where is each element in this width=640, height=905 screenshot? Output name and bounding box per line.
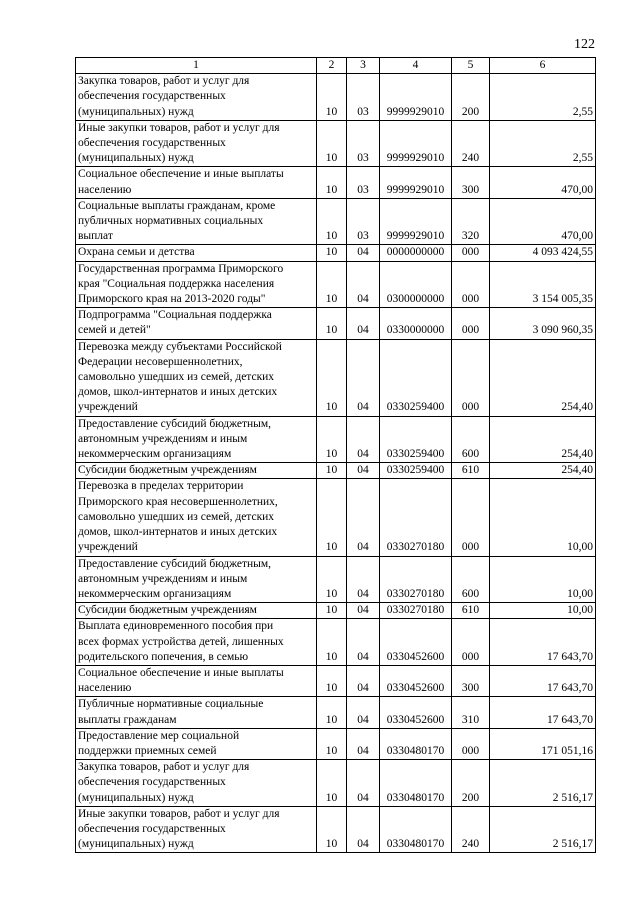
amount-cell: 10,00 xyxy=(490,603,596,619)
expense-type-cell: 200 xyxy=(452,74,490,121)
expense-type-cell: 000 xyxy=(452,619,490,666)
row-name-line: всех формах устройства детей, лишенных xyxy=(78,635,284,648)
amount-cell: 4 093 424,55 xyxy=(490,245,596,261)
table-body xyxy=(76,74,596,853)
table-row xyxy=(76,120,596,167)
subsection-code-cell: 04 xyxy=(347,261,380,308)
target-article-cell: 0330000000 xyxy=(380,308,452,339)
row-name-line: поддержки приемных семей xyxy=(78,744,217,757)
amount-cell: 10,00 xyxy=(490,479,596,556)
row-name-line: домов, школ-интернатов и иных детских xyxy=(78,526,278,539)
subsection-code-cell: 04 xyxy=(347,619,380,666)
row-name-line: Социальные выплаты гражданам, кроме xyxy=(78,199,276,212)
row-name-line: Социальное обеспечение и иные выплаты xyxy=(78,168,284,181)
row-name-cell xyxy=(76,74,317,121)
row-name-line: некоммерческим организациям xyxy=(78,587,232,600)
row-name-line: самовольно ушедших из семей, детских xyxy=(78,371,275,384)
row-name-line: населению xyxy=(78,682,132,695)
header-cell: 4 xyxy=(380,58,452,74)
subsection-code-cell: 04 xyxy=(347,556,380,603)
row-name-line: учреждений xyxy=(78,541,138,554)
amount-cell: 254,40 xyxy=(490,339,596,416)
target-article-cell: 0330452600 xyxy=(380,665,452,696)
section-code-cell: 10 xyxy=(317,120,347,167)
subsection-code-cell: 04 xyxy=(347,479,380,556)
row-name-line: Закупка товаров, работ и услуг для xyxy=(78,75,250,88)
expense-type-cell: 000 xyxy=(452,308,490,339)
expense-type-cell: 600 xyxy=(452,416,490,463)
row-name-line: выплаты гражданам xyxy=(78,713,177,726)
expense-type-cell: 300 xyxy=(452,167,490,198)
amount-cell: 2,55 xyxy=(490,74,596,121)
row-name-line: (муниципальных) нужд xyxy=(78,152,194,165)
row-name-line: Предоставление субсидий бюджетным, xyxy=(78,417,272,430)
section-code-cell: 10 xyxy=(317,245,347,261)
amount-cell: 10,00 xyxy=(490,556,596,603)
section-code-cell: 10 xyxy=(317,74,347,121)
row-name-cell xyxy=(76,416,317,463)
section-code-cell: 10 xyxy=(317,479,347,556)
row-name-line: родительского попечения, в семью xyxy=(78,650,249,663)
row-name-cell xyxy=(76,665,317,696)
subsection-code-cell: 04 xyxy=(347,697,380,728)
target-article-cell: 0330270180 xyxy=(380,603,452,619)
expense-type-cell: 600 xyxy=(452,556,490,603)
row-name-line: Перевозка между субъектами Российской xyxy=(78,340,282,353)
table-row xyxy=(76,245,596,261)
target-article-cell: 0330259400 xyxy=(380,463,452,479)
target-article-cell: 9999929010 xyxy=(380,74,452,121)
row-name-line: выплат xyxy=(78,230,113,243)
row-name-line: Социальное обеспечение и иные выплаты xyxy=(78,666,284,679)
expense-type-cell: 240 xyxy=(452,806,490,853)
row-name-line: Предоставление субсидий бюджетным, xyxy=(78,557,272,570)
section-code-cell: 10 xyxy=(317,339,347,416)
header-cell: 1 xyxy=(76,58,317,74)
table-row xyxy=(76,167,596,198)
row-name-line: (муниципальных) нужд xyxy=(78,791,194,804)
row-name-line: обеспечения государственных xyxy=(78,822,226,835)
amount-cell: 17 643,70 xyxy=(490,697,596,728)
expense-type-cell: 610 xyxy=(452,603,490,619)
section-code-cell: 10 xyxy=(317,619,347,666)
expense-type-cell: 000 xyxy=(452,479,490,556)
section-code-cell: 10 xyxy=(317,806,347,853)
header-cell: 5 xyxy=(452,58,490,74)
section-code-cell: 10 xyxy=(317,728,347,759)
row-name-line: Закупка товаров, работ и услуг для xyxy=(78,761,250,774)
target-article-cell: 0330480170 xyxy=(380,728,452,759)
amount-cell: 17 643,70 xyxy=(490,665,596,696)
table-row xyxy=(76,308,596,339)
row-name-line: семей и детей" xyxy=(78,324,151,337)
row-name-line: учреждений xyxy=(78,401,138,414)
header-cell: 6 xyxy=(490,58,596,74)
amount-cell: 254,40 xyxy=(490,416,596,463)
subsection-code-cell: 04 xyxy=(347,603,380,619)
row-name-line: Иные закупки товаров, работ и услуг для xyxy=(78,807,280,820)
table-row xyxy=(76,760,596,807)
target-article-cell: 0000000000 xyxy=(380,245,452,261)
row-name-line: Выплата единовременного пособия при xyxy=(78,620,274,633)
row-name-line: домов, школ-интернатов и иных детских xyxy=(78,386,278,399)
amount-cell: 254,40 xyxy=(490,463,596,479)
header-cell: 2 xyxy=(317,58,347,74)
target-article-cell: 0330480170 xyxy=(380,760,452,807)
expense-type-cell: 310 xyxy=(452,697,490,728)
subsection-code-cell: 04 xyxy=(347,245,380,261)
section-code-cell: 10 xyxy=(317,463,347,479)
table-row xyxy=(76,261,596,308)
amount-cell: 470,00 xyxy=(490,167,596,198)
row-name-line: Субсидии бюджетным учреждениям xyxy=(78,464,257,477)
section-code-cell: 10 xyxy=(317,261,347,308)
row-name-line: Приморского края на 2013-2020 годы" xyxy=(78,293,266,306)
row-name-cell xyxy=(76,728,317,759)
row-name-line: Субсидии бюджетным учреждениям xyxy=(78,604,257,617)
amount-cell: 3 090 960,35 xyxy=(490,308,596,339)
row-name-line: некоммерческим организациям xyxy=(78,448,232,461)
row-name-line: Федерации несовершеннолетних, xyxy=(78,355,243,368)
row-name-cell xyxy=(76,619,317,666)
page-number: 122 xyxy=(574,37,595,52)
row-name-cell xyxy=(76,556,317,603)
row-name-line: Иные закупки товаров, работ и услуг для xyxy=(78,121,280,134)
row-name-cell xyxy=(76,261,317,308)
row-name-line: (муниципальных) нужд xyxy=(78,838,194,851)
section-code-cell: 10 xyxy=(317,308,347,339)
row-name-cell xyxy=(76,697,317,728)
target-article-cell: 0330480170 xyxy=(380,806,452,853)
table-row xyxy=(76,463,596,479)
amount-cell: 3 154 005,35 xyxy=(490,261,596,308)
expense-type-cell: 610 xyxy=(452,463,490,479)
row-name-line: края "Социальная поддержка населения xyxy=(78,277,275,290)
section-code-cell: 10 xyxy=(317,416,347,463)
row-name-cell xyxy=(76,198,317,245)
section-code-cell: 10 xyxy=(317,556,347,603)
target-article-cell: 0330270180 xyxy=(380,479,452,556)
expense-type-cell: 000 xyxy=(452,245,490,261)
target-article-cell: 0300000000 xyxy=(380,261,452,308)
amount-cell: 171 051,16 xyxy=(490,728,596,759)
row-name-line: Подпрограмма "Социальная поддержка xyxy=(78,309,272,322)
row-name-cell xyxy=(76,308,317,339)
target-article-cell: 0330259400 xyxy=(380,339,452,416)
subsection-code-cell: 03 xyxy=(347,120,380,167)
table-row xyxy=(76,556,596,603)
table-row xyxy=(76,728,596,759)
subsection-code-cell: 03 xyxy=(347,167,380,198)
row-name-cell xyxy=(76,167,317,198)
expense-type-cell: 320 xyxy=(452,198,490,245)
subsection-code-cell: 04 xyxy=(347,463,380,479)
row-name-cell xyxy=(76,339,317,416)
section-code-cell: 10 xyxy=(317,167,347,198)
header-cell: 3 xyxy=(347,58,380,74)
row-name-line: населению xyxy=(78,183,132,196)
row-name-line: обеспечения государственных xyxy=(78,776,226,789)
row-name-cell xyxy=(76,463,317,479)
expense-type-cell: 000 xyxy=(452,261,490,308)
table-row xyxy=(76,198,596,245)
expense-type-cell: 300 xyxy=(452,665,490,696)
subsection-code-cell: 04 xyxy=(347,416,380,463)
table-row xyxy=(76,479,596,556)
row-name-line: Перевозка в пределах территории xyxy=(78,480,244,493)
row-name-line: Публичные нормативные социальные xyxy=(78,698,264,711)
row-name-line: Приморского края несовершеннолетних, xyxy=(78,495,278,508)
amount-cell: 2 516,17 xyxy=(490,760,596,807)
subsection-code-cell: 04 xyxy=(347,665,380,696)
amount-cell: 2,55 xyxy=(490,120,596,167)
target-article-cell: 0330452600 xyxy=(380,697,452,728)
row-name-line: автономным учреждениям и иным xyxy=(78,572,248,585)
expense-type-cell: 200 xyxy=(452,760,490,807)
row-name-cell xyxy=(76,603,317,619)
subsection-code-cell: 04 xyxy=(347,308,380,339)
expense-type-cell: 240 xyxy=(452,120,490,167)
amount-cell: 470,00 xyxy=(490,198,596,245)
row-name-line: Предоставление мер социальной xyxy=(78,729,240,742)
budget-table xyxy=(75,57,596,853)
section-code-cell: 10 xyxy=(317,665,347,696)
section-code-cell: 10 xyxy=(317,760,347,807)
row-name-line: Охрана семьи и детства xyxy=(78,246,195,259)
row-name-line: автономным учреждениям и иным xyxy=(78,432,248,445)
table-row xyxy=(76,603,596,619)
subsection-code-cell: 04 xyxy=(347,339,380,416)
expense-type-cell: 000 xyxy=(452,339,490,416)
row-name-cell xyxy=(76,245,317,261)
section-code-cell: 10 xyxy=(317,603,347,619)
subsection-code-cell: 03 xyxy=(347,74,380,121)
subsection-code-cell: 04 xyxy=(347,728,380,759)
table-row xyxy=(76,416,596,463)
target-article-cell: 0330270180 xyxy=(380,556,452,603)
table-row xyxy=(76,339,596,416)
section-code-cell: 10 xyxy=(317,697,347,728)
row-name-line: обеспечения государственных xyxy=(78,137,226,150)
amount-cell: 17 643,70 xyxy=(490,619,596,666)
target-article-cell: 0330259400 xyxy=(380,416,452,463)
row-name-line: публичных нормативных социальных xyxy=(78,215,264,228)
expense-type-cell: 000 xyxy=(452,728,490,759)
section-code-cell: 10 xyxy=(317,198,347,245)
table-row xyxy=(76,665,596,696)
subsection-code-cell: 04 xyxy=(347,760,380,807)
subsection-code-cell: 04 xyxy=(347,806,380,853)
row-name-line: (муниципальных) нужд xyxy=(78,105,194,118)
table-row xyxy=(76,697,596,728)
row-name-cell xyxy=(76,479,317,556)
target-article-cell: 9999929010 xyxy=(380,120,452,167)
header-row xyxy=(76,58,596,74)
amount-cell: 2 516,17 xyxy=(490,806,596,853)
subsection-code-cell: 03 xyxy=(347,198,380,245)
target-article-cell: 0330452600 xyxy=(380,619,452,666)
row-name-cell xyxy=(76,120,317,167)
row-name-line: обеспечения государственных xyxy=(78,90,226,103)
target-article-cell: 9999929010 xyxy=(380,167,452,198)
table-row xyxy=(76,806,596,853)
row-name-cell xyxy=(76,806,317,853)
table-row xyxy=(76,619,596,666)
table-row xyxy=(76,74,596,121)
row-name-cell xyxy=(76,760,317,807)
target-article-cell: 9999929010 xyxy=(380,198,452,245)
row-name-line: самовольно ушедших из семей, детских xyxy=(78,510,275,523)
row-name-line: Государственная программа Приморского xyxy=(78,262,284,275)
